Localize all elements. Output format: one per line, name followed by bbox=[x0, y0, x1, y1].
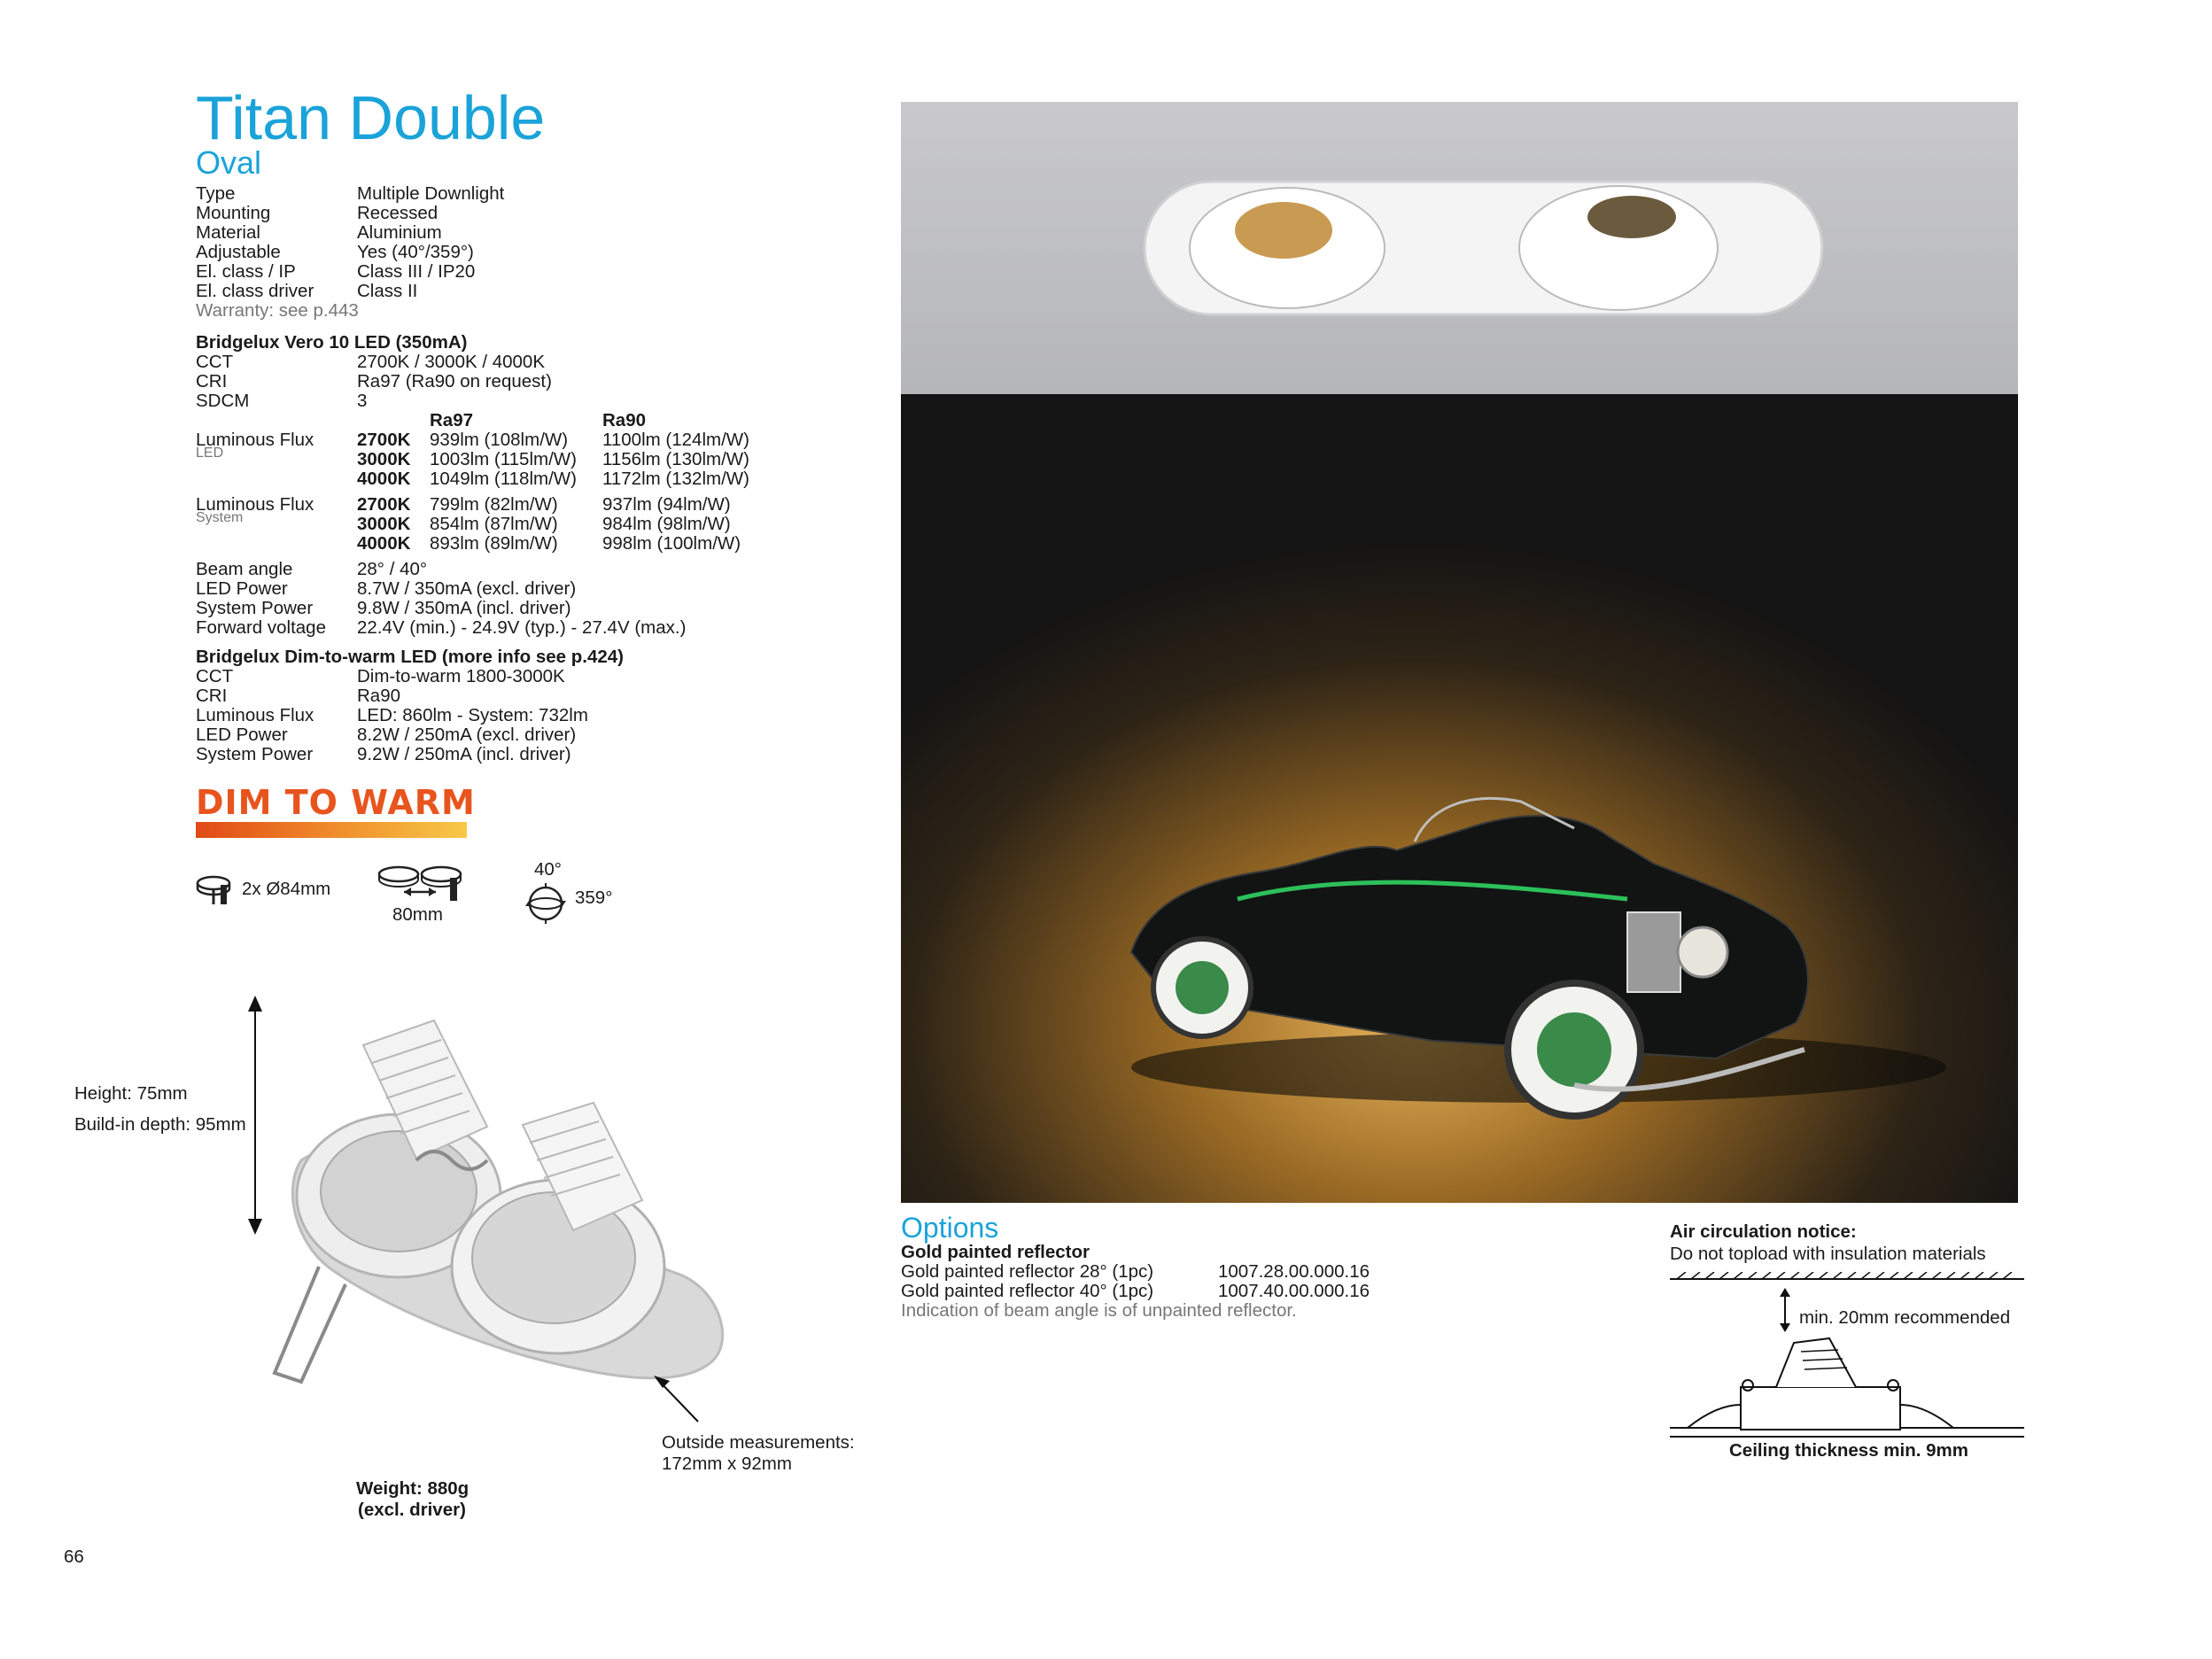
spec-value: 3 bbox=[357, 391, 368, 411]
spec-label: Mounting bbox=[196, 203, 271, 223]
tilt-label: 40° bbox=[534, 859, 563, 880]
cct-label: 4000K bbox=[357, 533, 411, 554]
spec-label: LED Power bbox=[196, 578, 288, 599]
spec-label: El. class / IP bbox=[196, 261, 296, 282]
spec-value: 28° / 40° bbox=[357, 559, 428, 579]
option-note: Indication of beam angle is of unpainted reflector. bbox=[901, 1300, 1297, 1321]
flux-value: 799lm (82lm/W) bbox=[430, 494, 558, 515]
options-heading: Options bbox=[901, 1212, 999, 1244]
spec-label: System Power bbox=[196, 598, 314, 618]
options-subheading: Gold painted reflector bbox=[901, 1242, 1090, 1262]
cct-label: 4000K bbox=[357, 469, 411, 489]
spec-label: Adjustable bbox=[196, 242, 281, 262]
spec-value: Ra97 (Ra90 on request) bbox=[357, 371, 552, 391]
dim-to-warm-logo bbox=[196, 783, 476, 838]
product-title: Titan Double bbox=[196, 83, 546, 152]
options-list bbox=[901, 1243, 1432, 1322]
ceiling-thickness-label: Ceiling thickness min. 9mm bbox=[1729, 1440, 1968, 1461]
rotate-label: 359° bbox=[575, 888, 613, 908]
spec-label: CRI bbox=[196, 371, 228, 391]
spec-value: Yes (40°/359°) bbox=[357, 242, 474, 262]
dtw-led-specs bbox=[196, 647, 869, 771]
flux-value: 984lm (98lm/W) bbox=[602, 514, 731, 534]
weight-label-2: (excl. driver) bbox=[358, 1500, 466, 1520]
option-name: Gold painted reflector 40° (1pc) bbox=[901, 1281, 1154, 1301]
spec-value: Recessed bbox=[357, 203, 439, 223]
vero-heading: Bridgelux Vero 10 LED (350mA) bbox=[196, 332, 468, 353]
flux-value: 1156lm (130lm/W) bbox=[602, 449, 749, 469]
dim-to-warm-logo-text: DIM TO WARM bbox=[196, 783, 476, 822]
feature-icons bbox=[196, 859, 656, 943]
cct-label: 2700K bbox=[357, 494, 411, 515]
outside-label-1: Outside measurements: bbox=[662, 1432, 855, 1453]
spec-label: LED Power bbox=[196, 725, 288, 745]
spec-label: Beam angle bbox=[196, 559, 293, 579]
dim-to-warm-gradient-bar bbox=[196, 822, 467, 838]
flux-value: 1003lm (115lm/W) bbox=[430, 449, 577, 469]
spec-value: Class II bbox=[357, 281, 418, 301]
product-subtitle: Oval bbox=[196, 144, 262, 181]
flux-value: 854lm (87lm/W) bbox=[430, 514, 558, 534]
spacing-icon bbox=[377, 865, 464, 906]
spec-value: 22.4V (min.) - 24.9V (typ.) - 27.4V (max.) bbox=[357, 617, 687, 638]
spec-value: Multiple Downlight bbox=[357, 183, 505, 204]
flux-led-label: Luminous Flux bbox=[196, 430, 314, 450]
cct-label: 3000K bbox=[357, 514, 411, 534]
dtw-heading: Bridgelux Dim-to-warm LED (more info see p.424) bbox=[196, 647, 624, 667]
flux-value: 939lm (108lm/W) bbox=[430, 430, 569, 450]
weight-label-1: Weight: 880g bbox=[356, 1478, 470, 1499]
product-photo bbox=[901, 102, 2018, 1203]
flux-value: 1100lm (124lm/W) bbox=[602, 430, 749, 450]
general-specs bbox=[196, 184, 816, 326]
flux-sys-label: Luminous Flux bbox=[196, 494, 314, 515]
warranty-note: Warranty: see p.443 bbox=[196, 300, 359, 321]
spec-label: Material bbox=[196, 222, 260, 243]
option-code: 1007.28.00.000.16 bbox=[1218, 1261, 1370, 1282]
cutout-label: 2x Ø84mm bbox=[242, 879, 331, 899]
photo-image bbox=[901, 102, 2018, 1203]
product-drawing bbox=[62, 974, 886, 1541]
spec-value: 8.2W / 250mA (excl. driver) bbox=[357, 725, 577, 745]
spec-value: 9.8W / 350mA (incl. driver) bbox=[357, 598, 571, 618]
spacing-label: 80mm bbox=[392, 904, 443, 925]
spec-label: Forward voltage bbox=[196, 617, 326, 638]
cct-label: 2700K bbox=[357, 430, 411, 450]
spec-label: SDCM bbox=[196, 391, 250, 411]
flux-value: 893lm (89lm/W) bbox=[430, 533, 558, 554]
spec-value: 8.7W / 350mA (excl. driver) bbox=[357, 578, 577, 599]
spec-label: System Power bbox=[196, 744, 314, 764]
spec-label: Luminous Flux bbox=[196, 705, 314, 725]
air-gap-label: min. 20mm recommended bbox=[1799, 1307, 2011, 1328]
flux-led-sublabel: LED bbox=[196, 446, 224, 461]
flux-value: 998lm (100lm/W) bbox=[602, 533, 741, 554]
spec-label: CCT bbox=[196, 352, 234, 372]
air-text: Do not topload with insulation materials bbox=[1670, 1244, 1986, 1264]
option-name: Gold painted reflector 28° (1pc) bbox=[901, 1261, 1154, 1282]
flux-sys-sublabel: System bbox=[196, 510, 244, 525]
flux-value: 937lm (94lm/W) bbox=[602, 494, 731, 515]
page-number: 66 bbox=[64, 1547, 84, 1567]
air-heading: Air circulation notice: bbox=[1670, 1221, 1857, 1242]
cct-label: 3000K bbox=[357, 449, 411, 469]
outside-label-2: 172mm x 92mm bbox=[662, 1454, 792, 1474]
spec-label: CRI bbox=[196, 686, 228, 706]
spec-value: Ra90 bbox=[357, 686, 401, 706]
spec-value: Dim-to-warm 1800-3000K bbox=[357, 666, 565, 686]
col-header-ra90: Ra90 bbox=[602, 410, 647, 430]
installation-diagram bbox=[1670, 1272, 2024, 1449]
rotate-tilt-icon bbox=[524, 881, 568, 926]
spec-label: CCT bbox=[196, 666, 234, 686]
vero-led-specs bbox=[196, 332, 869, 638]
height-label: Height: 75mm bbox=[74, 1083, 188, 1104]
spec-label: Type bbox=[196, 183, 236, 204]
spec-value: 2700K / 3000K / 4000K bbox=[357, 352, 546, 372]
spec-value: Class III / IP20 bbox=[357, 261, 476, 282]
spec-value: 9.2W / 250mA (incl. driver) bbox=[357, 744, 571, 764]
option-code: 1007.40.00.000.16 bbox=[1218, 1281, 1370, 1301]
air-circulation-notice bbox=[1670, 1222, 2024, 1470]
spec-value: LED: 860lm - System: 732lm bbox=[357, 705, 588, 725]
flux-value: 1172lm (132lm/W) bbox=[602, 469, 749, 489]
col-header-ra97: Ra97 bbox=[430, 410, 474, 430]
depth-label: Build-in depth: 95mm bbox=[74, 1114, 246, 1135]
flux-value: 1049lm (118lm/W) bbox=[430, 469, 577, 489]
spec-value: Aluminium bbox=[357, 222, 442, 243]
cutout-icon bbox=[196, 872, 233, 910]
spec-label: El. class driver bbox=[196, 281, 314, 301]
